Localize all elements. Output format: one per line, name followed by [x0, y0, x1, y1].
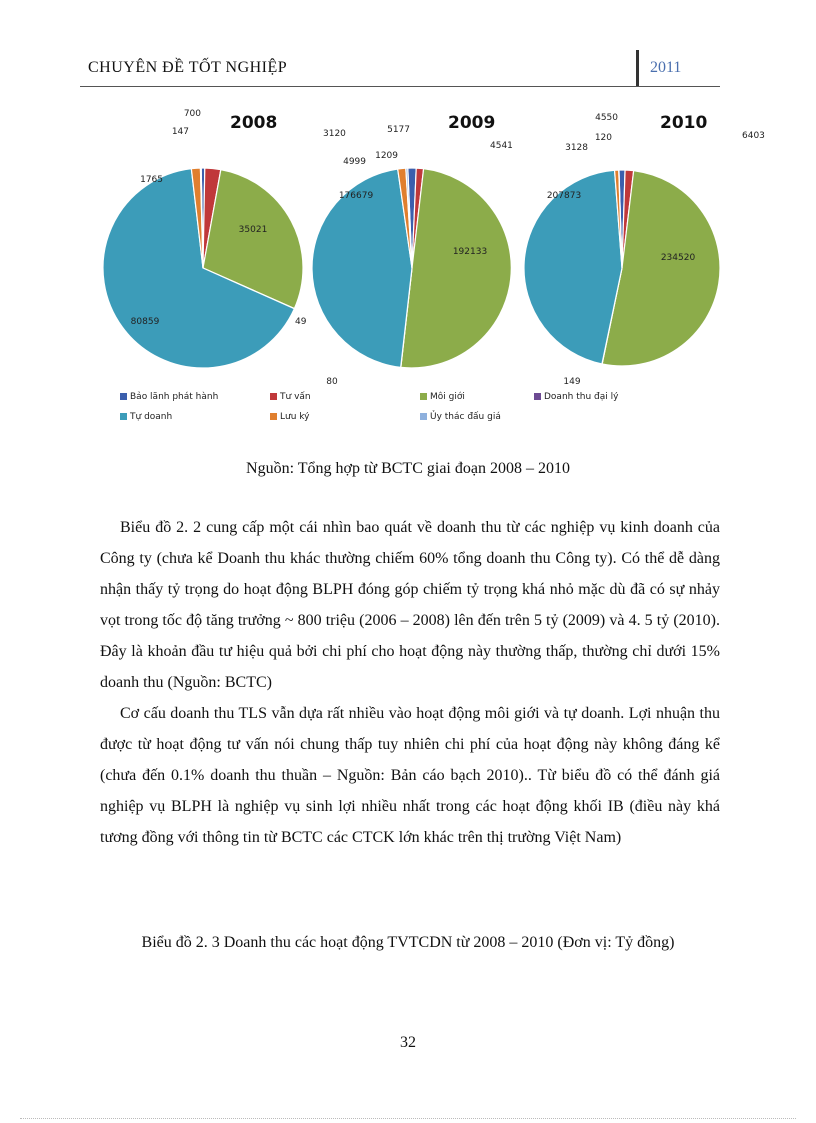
legend-item: [120, 392, 218, 402]
legend-label: Tư vấn: [280, 392, 311, 402]
legend-swatch: [420, 413, 427, 420]
page-header: [80, 50, 720, 86]
pie-charts: [100, 100, 765, 440]
header-title: CHUYÊN ĐỀ TỐT NGHIỆP: [88, 59, 288, 76]
legend-item: [270, 392, 311, 402]
pie-data-label: 4541: [490, 141, 513, 151]
pie-data-label: 700: [183, 109, 201, 119]
pie-data-label: 1765: [140, 175, 163, 185]
legend-item: [420, 412, 501, 422]
pie-data-label: 3120: [323, 129, 346, 139]
legend-item: [420, 392, 465, 402]
pie-data-label: 80: [326, 377, 338, 387]
pie-data-label: 1209: [375, 151, 398, 161]
pie-charts-svg: [100, 100, 765, 390]
pie-title: 2009: [448, 113, 496, 133]
pie-data-label: 35021: [238, 225, 268, 235]
pie-data-label: 234520: [660, 253, 696, 263]
pie-data-label: 80859: [130, 317, 160, 327]
pie-data-label: 49: [295, 317, 307, 327]
legend-item: [270, 412, 310, 422]
bottom-rule: [20, 1118, 796, 1119]
legend-label: Môi giới: [430, 392, 465, 402]
legend-label: Bảo lãnh phát hành: [130, 392, 219, 402]
pie-data-label: 6403: [742, 131, 765, 141]
legend-swatch: [120, 393, 127, 400]
pie-data-label: 3128: [565, 143, 588, 153]
legend-swatch: [534, 393, 541, 400]
page-number: 32: [400, 1034, 416, 1051]
header-year: 2011: [650, 59, 682, 76]
legend-label: Doanh thu đại lý: [544, 392, 619, 402]
header-rule: [80, 86, 720, 87]
pie-data-label: 4999: [343, 157, 366, 167]
pie-data-label: 176679: [338, 191, 374, 201]
pie-data-label: 192133: [452, 247, 488, 257]
body-text: [100, 512, 720, 853]
figure-source: Nguồn: Tổng hợp từ BCTC giai đoạn 2008 – 2010: [246, 460, 570, 477]
pie-data-label: 149: [563, 377, 581, 387]
legend-swatch: [120, 413, 127, 420]
legend-label: Lưu ký: [280, 412, 310, 422]
pie-title: 2008: [230, 113, 278, 133]
pie-data-label: 207873: [546, 191, 582, 201]
pie-data-label: 147: [171, 127, 189, 137]
pie-title: 2010: [660, 113, 708, 133]
legend-label: Ủy thác đấu giá: [430, 412, 501, 422]
legend-swatch: [270, 393, 277, 400]
header-divider: [636, 50, 639, 86]
legend-label: Tự doanh: [130, 412, 173, 422]
legend-item: [534, 392, 618, 402]
pie-data-label: 120: [594, 133, 612, 143]
legend-swatch: [270, 413, 277, 420]
figure-caption: Biểu đồ 2. 3 Doanh thu các hoạt động TVTCDN từ 2008 – 2010 (Đơn vị: Tỷ đồng): [141, 934, 675, 951]
pie-data-label: 4550: [595, 113, 618, 123]
paragraph-1: Biểu đồ 2. 2 cung cấp một cái nhìn bao quát về doanh thu từ các nghiệp vụ kinh doanh của Công ty (chưa kể Doanh thu khác thường chiếm 60% tổng doanh thu Công ty). Có thể dễ dàng nhận thấy tỷ trọng do hoạt động BLPH đóng góp chiếm tỷ trọng khá nhỏ mặc dù đã có sự nhảy vọt trong tốc độ tăng trưởng ~ 800 triệu (2006 – 2008) lên đến trên 5 tỷ (2009) và 4. 5 tỷ (2010). Đây là khoản đầu tư hiệu quả bởi chi phí cho hoạt động này thường thấp, thường chỉ dưới 15% doanh thu (Nguồn: BCTC): [100, 519, 720, 691]
legend-item: [120, 412, 172, 422]
paragraph-2: Cơ cấu doanh thu TLS vẫn dựa rất nhiều vào hoạt động môi giới và tự doanh. Lợi nhuận thu được từ hoạt động tư vấn nói chung thấp tuy nhiên chi phí của hoạt động này không đáng kể (chưa đến 0.1% doanh thu thuần – Nguồn: Bản cáo bạch 2010).. Từ biểu đồ có thể đánh giá nghiệp vụ BLPH là nghiệp vụ sinh lợi nhiều nhất trong các hoạt động khối IB (điều này khá tương đồng với thông tin từ BCTC các CTCK lớn khác trên thị trường Việt Nam): [100, 705, 720, 846]
pie-data-label: 5177: [387, 125, 410, 135]
legend-swatch: [420, 393, 427, 400]
